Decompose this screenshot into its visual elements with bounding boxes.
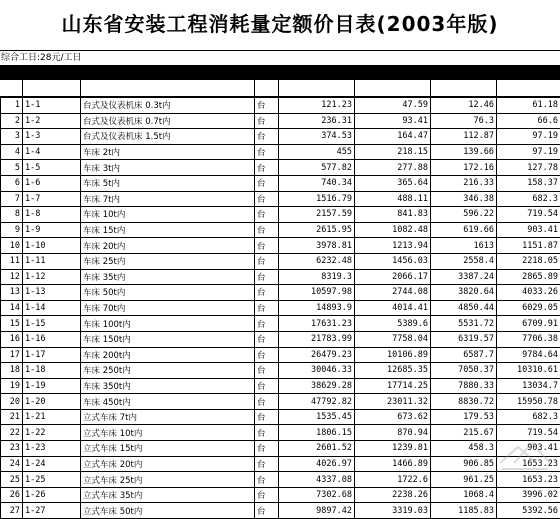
- cell-name: 车床 5t内: [81, 175, 255, 191]
- cell-v2: 3319.03: [355, 503, 431, 519]
- cell-no: 20: [1, 394, 23, 410]
- cell-v3: 596.22: [431, 207, 497, 223]
- cell-v3: 3387.24: [431, 269, 497, 285]
- table-row: [1, 113, 560, 129]
- cell-v2: 1213.94: [355, 238, 431, 254]
- cell-v2: 870.94: [355, 425, 431, 441]
- table-row: [1, 331, 560, 347]
- cell-v4: 3996.02: [497, 487, 560, 503]
- cell-v1: 1806.15: [279, 425, 355, 441]
- cell-v2: 1456.03: [355, 253, 431, 269]
- cell-code: 1-8: [23, 207, 81, 223]
- cell-v3: 172.16: [431, 160, 497, 176]
- cell-v1: 4337.08: [279, 472, 355, 488]
- cell-v2: 1466.89: [355, 456, 431, 472]
- cell-code: 1-19: [23, 378, 81, 394]
- table-row: [1, 363, 560, 379]
- cell-v4: 903.41: [497, 222, 560, 238]
- cell-code: 1-16: [23, 331, 81, 347]
- cell-unit: 台: [255, 238, 279, 254]
- cell-v1: 38629.28: [279, 378, 355, 394]
- cell-no: 22: [1, 425, 23, 441]
- table-row: [1, 487, 560, 503]
- cell-name: 车床 450t内: [81, 394, 255, 410]
- cell-v4: 97.19: [497, 144, 560, 160]
- cell-name: 立式车床 7t内: [81, 409, 255, 425]
- price-table: [0, 97, 560, 519]
- cell-code: 1-5: [23, 160, 81, 176]
- cell-unit: 台: [255, 363, 279, 379]
- cell-v1: 10597.98: [279, 285, 355, 301]
- cell-v3: 7880.33: [431, 378, 497, 394]
- cell-name: 台式及仪表机床 1.5t内: [81, 129, 255, 145]
- cell-no: 26: [1, 487, 23, 503]
- cell-no: 1: [1, 98, 23, 114]
- cell-no: 5: [1, 160, 23, 176]
- cell-name: 车床 2t内: [81, 144, 255, 160]
- cell-unit: 台: [255, 191, 279, 207]
- cell-v3: 139.66: [431, 144, 497, 160]
- cell-code: 1-2: [23, 113, 81, 129]
- cell-unit: 台: [255, 222, 279, 238]
- cell-unit: 台: [255, 253, 279, 269]
- cell-v1: 8319.3: [279, 269, 355, 285]
- cell-name: 立式车床 25t内: [81, 472, 255, 488]
- table-row: [1, 456, 560, 472]
- cell-name: 车床 150t内: [81, 331, 255, 347]
- cell-v2: 2238.26: [355, 487, 431, 503]
- table-row: [1, 191, 560, 207]
- cell-v4: 127.78: [497, 160, 560, 176]
- cell-v3: 216.33: [431, 175, 497, 191]
- cell-code: 1-4: [23, 144, 81, 160]
- table-row: [1, 207, 560, 223]
- cell-v1: 21783.99: [279, 331, 355, 347]
- cell-v4: 1653.23: [497, 472, 560, 488]
- cell-no: 25: [1, 472, 23, 488]
- cell-v2: 17714.25: [355, 378, 431, 394]
- cell-v4: 66.6: [497, 113, 560, 129]
- cell-v3: 346.38: [431, 191, 497, 207]
- cell-unit: 台: [255, 207, 279, 223]
- cell-v4: 719.54: [497, 425, 560, 441]
- cell-v4: 61.18: [497, 98, 560, 114]
- cell-v3: 1185.83: [431, 503, 497, 519]
- cell-v2: 673.62: [355, 409, 431, 425]
- cell-unit: 台: [255, 144, 279, 160]
- cell-unit: 台: [255, 394, 279, 410]
- cell-v2: 47.59: [355, 98, 431, 114]
- cell-no: 9: [1, 222, 23, 238]
- cell-name: 车床 20t内: [81, 238, 255, 254]
- cell-no: 15: [1, 316, 23, 332]
- cell-unit: 台: [255, 472, 279, 488]
- cell-v3: 619.66: [431, 222, 497, 238]
- cell-v1: 30046.33: [279, 363, 355, 379]
- cell-no: 24: [1, 456, 23, 472]
- table-row: [1, 285, 560, 301]
- cell-v2: 365.64: [355, 175, 431, 191]
- labor-rate-label: 综合工日:28元/工日: [0, 50, 560, 66]
- cell-code: 1-25: [23, 472, 81, 488]
- cell-v1: 740.34: [279, 175, 355, 191]
- cell-code: 1-24: [23, 456, 81, 472]
- cell-v4: 7706.38: [497, 331, 560, 347]
- cell-v4: 158.37: [497, 175, 560, 191]
- cell-code: 1-3: [23, 129, 81, 145]
- page-title: 山东省安装工程消耗量定额价目表(2003年版): [0, 0, 560, 44]
- cell-name: 立式车床 50t内: [81, 503, 255, 519]
- cell-code: 1-17: [23, 347, 81, 363]
- table-row: [1, 316, 560, 332]
- cell-no: 6: [1, 175, 23, 191]
- cell-v3: 179.53: [431, 409, 497, 425]
- cell-v2: 218.15: [355, 144, 431, 160]
- cell-unit: 台: [255, 113, 279, 129]
- cell-unit: 台: [255, 285, 279, 301]
- cell-unit: 台: [255, 487, 279, 503]
- cell-v3: 7050.37: [431, 363, 497, 379]
- cell-code: 1-20: [23, 394, 81, 410]
- cell-name: 车床 7t内: [81, 191, 255, 207]
- cell-no: 27: [1, 503, 23, 519]
- cell-name: 立式车床 10t内: [81, 425, 255, 441]
- cell-v3: 6587.7: [431, 347, 497, 363]
- table-row: [1, 129, 560, 145]
- cell-v3: 906.85: [431, 456, 497, 472]
- cell-name: 台式及仪表机床 0.3t内: [81, 98, 255, 114]
- cell-v1: 14893.9: [279, 300, 355, 316]
- cell-v3: 4850.44: [431, 300, 497, 316]
- cell-name: 车床 50t内: [81, 285, 255, 301]
- cell-v3: 215.67: [431, 425, 497, 441]
- cell-v1: 26479.23: [279, 347, 355, 363]
- cell-code: 1-9: [23, 222, 81, 238]
- cell-no: 21: [1, 409, 23, 425]
- header-band: [0, 66, 560, 80]
- cell-v2: 2066.17: [355, 269, 431, 285]
- cell-v3: 961.25: [431, 472, 497, 488]
- cell-no: 4: [1, 144, 23, 160]
- cell-v2: 488.11: [355, 191, 431, 207]
- cell-v1: 236.31: [279, 113, 355, 129]
- cell-v4: 5392.56: [497, 503, 560, 519]
- cell-v1: 374.53: [279, 129, 355, 145]
- cell-v4: 2865.89: [497, 269, 560, 285]
- cell-v4: 2218.05: [497, 253, 560, 269]
- cell-code: 1-18: [23, 363, 81, 379]
- cell-no: 11: [1, 253, 23, 269]
- cell-v2: 7758.04: [355, 331, 431, 347]
- cell-v1: 47792.82: [279, 394, 355, 410]
- cell-unit: 台: [255, 316, 279, 332]
- cell-v1: 577.82: [279, 160, 355, 176]
- cell-v3: 1613: [431, 238, 497, 254]
- table-row: [1, 253, 560, 269]
- cell-unit: 台: [255, 456, 279, 472]
- cell-v1: 2601.52: [279, 441, 355, 457]
- cell-code: 1-6: [23, 175, 81, 191]
- cell-v2: 93.41: [355, 113, 431, 129]
- cell-v1: 7302.68: [279, 487, 355, 503]
- cell-unit: 台: [255, 300, 279, 316]
- cell-unit: 台: [255, 129, 279, 145]
- cell-v4: 1151.87: [497, 238, 560, 254]
- cell-v4: 13034.7: [497, 378, 560, 394]
- cell-v3: 3820.64: [431, 285, 497, 301]
- cell-v4: 15950.78: [497, 394, 560, 410]
- cell-v4: 10310.61: [497, 363, 560, 379]
- table-row: [1, 160, 560, 176]
- cell-name: 台式及仪表机床 0.7t内: [81, 113, 255, 129]
- cell-v4: 9784.64: [497, 347, 560, 363]
- table-row: [1, 394, 560, 410]
- cell-no: 16: [1, 331, 23, 347]
- cell-unit: 台: [255, 409, 279, 425]
- cell-code: 1-13: [23, 285, 81, 301]
- table-row: [1, 472, 560, 488]
- cell-name: 车床 70t内: [81, 300, 255, 316]
- cell-v3: 112.87: [431, 129, 497, 145]
- table-row: [1, 441, 560, 457]
- cell-code: 1-23: [23, 441, 81, 457]
- table-row: [1, 144, 560, 160]
- cell-no: 17: [1, 347, 23, 363]
- cell-unit: 台: [255, 347, 279, 363]
- cell-unit: 台: [255, 331, 279, 347]
- cell-v2: 2744.08: [355, 285, 431, 301]
- cell-v4: 682.3: [497, 191, 560, 207]
- cell-v1: 6232.48: [279, 253, 355, 269]
- cell-v1: 1516.79: [279, 191, 355, 207]
- cell-v2: 10106.89: [355, 347, 431, 363]
- cell-code: 1-11: [23, 253, 81, 269]
- cell-unit: 台: [255, 98, 279, 114]
- cell-code: 1-21: [23, 409, 81, 425]
- cell-no: 2: [1, 113, 23, 129]
- cell-name: 立式车床 20t内: [81, 456, 255, 472]
- cell-code: 1-27: [23, 503, 81, 519]
- cell-unit: 台: [255, 425, 279, 441]
- cell-v3: 6319.57: [431, 331, 497, 347]
- cell-name: 车床 25t内: [81, 253, 255, 269]
- cell-v2: 277.88: [355, 160, 431, 176]
- cell-v2: 1722.6: [355, 472, 431, 488]
- cell-v1: 3978.81: [279, 238, 355, 254]
- cell-v2: 1082.48: [355, 222, 431, 238]
- cell-no: 8: [1, 207, 23, 223]
- cell-v1: 2157.59: [279, 207, 355, 223]
- cell-name: 车床 3t内: [81, 160, 255, 176]
- cell-no: 12: [1, 269, 23, 285]
- table-row: [1, 300, 560, 316]
- cell-name: 车床 250t内: [81, 363, 255, 379]
- cell-code: 1-12: [23, 269, 81, 285]
- blank-header-row: [0, 80, 560, 97]
- cell-v4: 719.54: [497, 207, 560, 223]
- table-row: [1, 378, 560, 394]
- cell-name: 车床 100t内: [81, 316, 255, 332]
- cell-v2: 12685.35: [355, 363, 431, 379]
- cell-v3: 5531.72: [431, 316, 497, 332]
- cell-name: 立式车床 15t内: [81, 441, 255, 457]
- cell-v1: 4026.97: [279, 456, 355, 472]
- cell-no: 10: [1, 238, 23, 254]
- cell-v3: 8830.72: [431, 394, 497, 410]
- cell-v4: 903.41: [497, 441, 560, 457]
- cell-unit: 台: [255, 175, 279, 191]
- cell-name: 车床 10t内: [81, 207, 255, 223]
- table-row: [1, 269, 560, 285]
- cell-v2: 5389.6: [355, 316, 431, 332]
- cell-code: 1-22: [23, 425, 81, 441]
- cell-name: 车床 35t内: [81, 269, 255, 285]
- cell-unit: 台: [255, 269, 279, 285]
- cell-unit: 台: [255, 503, 279, 519]
- cell-v3: 12.46: [431, 98, 497, 114]
- table-row: [1, 503, 560, 519]
- cell-v4: 6709.91: [497, 316, 560, 332]
- cell-no: 3: [1, 129, 23, 145]
- cell-no: 19: [1, 378, 23, 394]
- watermark-logo-icon: [496, 433, 554, 477]
- cell-v1: 455: [279, 144, 355, 160]
- cell-v4: 4033.26: [497, 285, 560, 301]
- price-sheet: [0, 50, 560, 519]
- cell-code: 1-26: [23, 487, 81, 503]
- table-row: [1, 98, 560, 114]
- table-row: [1, 238, 560, 254]
- cell-v2: 4014.41: [355, 300, 431, 316]
- cell-no: 14: [1, 300, 23, 316]
- table-row: [1, 175, 560, 191]
- cell-v1: 121.23: [279, 98, 355, 114]
- cell-v2: 841.83: [355, 207, 431, 223]
- cell-name: 立式车床 35t内: [81, 487, 255, 503]
- cell-unit: 台: [255, 441, 279, 457]
- cell-v4: 682.3: [497, 409, 560, 425]
- cell-name: 车床 15t内: [81, 222, 255, 238]
- cell-v2: 164.47: [355, 129, 431, 145]
- cell-v2: 1239.81: [355, 441, 431, 457]
- table-row: [1, 347, 560, 363]
- cell-code: 1-1: [23, 98, 81, 114]
- cell-v1: 2615.95: [279, 222, 355, 238]
- cell-v3: 1068.4: [431, 487, 497, 503]
- cell-code: 1-7: [23, 191, 81, 207]
- cell-unit: 台: [255, 160, 279, 176]
- cell-v1: 17631.23: [279, 316, 355, 332]
- cell-no: 7: [1, 191, 23, 207]
- cell-no: 23: [1, 441, 23, 457]
- cell-name: 车床 200t内: [81, 347, 255, 363]
- table-row: [1, 425, 560, 441]
- cell-v4: 97.19: [497, 129, 560, 145]
- cell-v3: 458.3: [431, 441, 497, 457]
- table-row: [1, 222, 560, 238]
- cell-unit: 台: [255, 378, 279, 394]
- cell-no: 18: [1, 363, 23, 379]
- cell-code: 1-15: [23, 316, 81, 332]
- cell-v3: 2558.4: [431, 253, 497, 269]
- table-row: [1, 409, 560, 425]
- cell-name: 车床 350t内: [81, 378, 255, 394]
- cell-v3: 76.3: [431, 113, 497, 129]
- cell-code: 1-10: [23, 238, 81, 254]
- cell-v4: 1653.23: [497, 456, 560, 472]
- cell-v1: 9897.42: [279, 503, 355, 519]
- cell-v1: 1535.45: [279, 409, 355, 425]
- cell-no: 13: [1, 285, 23, 301]
- cell-code: 1-14: [23, 300, 81, 316]
- cell-v4: 6029.05: [497, 300, 560, 316]
- cell-v2: 23011.32: [355, 394, 431, 410]
